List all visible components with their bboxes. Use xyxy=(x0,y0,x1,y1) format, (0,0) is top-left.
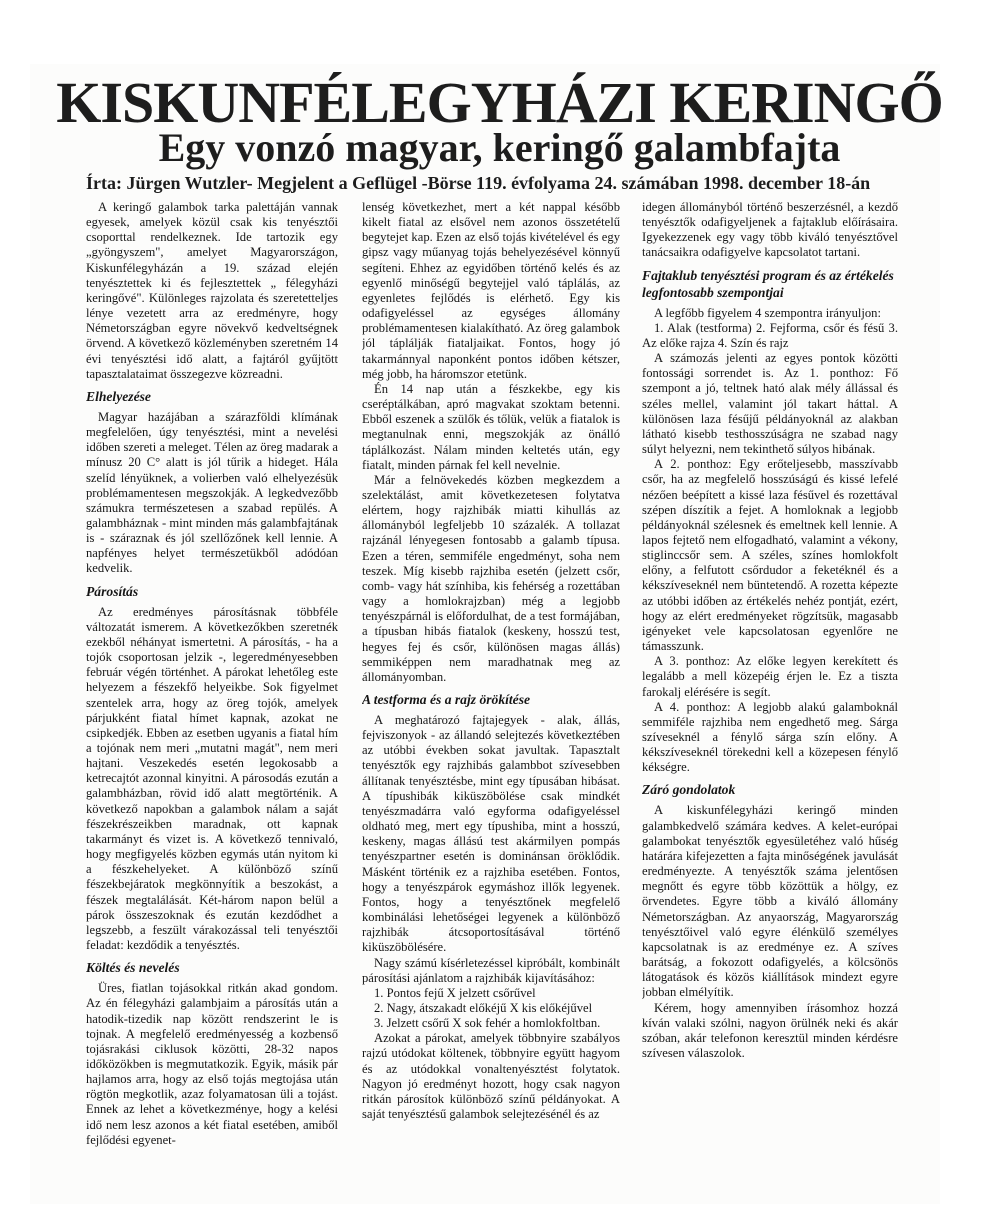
list-item: 3. Jelzett csőrű X sok fehér a homlokfoltban. xyxy=(374,1016,601,1031)
intro-paragraph: A keringő galambok tarka palettáján vannak egyesek, amelyek közül csak kis tenyésztői csoporttal rendelkeznek. Ide tartozik egy „gyöngyszem", amelyet Magyarországon, Kiskunfélegyházán a 19. század elején tenyésztettek ki és fejlesztettek „ félegyházi keringővé". Különleges rajzolata és szeretetteljes lénye vezetett arra az eredményre, hogy Németországban egyre növekvő kedveltségnek örvend. A következő közleményben szeretném 14 évi tenyésztési idő alatt, a fajtáról gyűjtött tapasztalataimat összegezve közreadni. xyxy=(86,200,338,381)
selection-paragraph: Már a felnövekedés közben megkezdem a szelektálást, amit következetesen folytatva elértem, hogy rajzhibák miatti kihullás az állományból legfeljebb 10 százalék. A tollazat rajzánál lényegesen fontosabb a galamb típusa. Ezen a téren, semmiféle engedményt, soha nem teszek. Míg kisebb rajzhiba esetén (jelzett csőr, comb- vagy hát színhiba, kis fehérség a rozettában vagy a homlokrajzban) még a legjobb tenyészpárnál is előfordulhat, de a test formájában, a típusban hibás fiatalok (keskeny, hosszú test, hegyes fej és csőr, különösen magas állás) semmiképpen nem maradhatnak meg az állományomban. xyxy=(362,472,620,684)
parositas-paragraph: Az eredményes párosításnak többféle változatát ismerem. A következőkben szeretnék ezekből néhányat ismertetni. A párosítás, - ha a tojók csoportosan jelzik -, legeredményesebben február végén történhet. A párokat lehetőleg este helyezem a fészekfő helyeikbe. Sok figyelmet szentelek arra, hogy az öreg tojók, amelyek párjukként fiatal hímet kapnak, azokat ne csipkedjék. Ebben az esetben ugyanis a fiatal hím a tojónak nem meri „mutatni magát", nem meri hajtani. Veszekedés esetén legokosabb a ketrecajtót azonnal kinyitni. A párosodás ezután a galambházban, rövid idő alatt megtörténik. A következő napokban a galambok nálam a saját fészekrészeikben maradnak, ott kapnak takarmányt és vizet is. A következő tennivaló, hogy megfigyelés közben egymás után nyitom ki a fészkehelyeket. A különböző színű fészekbejáratok megkönnyítik a beszokást, a fészek megtalálását. Két-három napon belül a párok összeszoknak és ezután kezdődhet a legszebb, a feszült várakozással teli tenyésztői feladat: kezdődik a tenyésztés. xyxy=(86,604,338,953)
list-item: 2. Nagy, átszakadt előkéjű X kis előkéjűvel xyxy=(374,1000,593,1015)
focus-paragraph: A legfőbb figyelem 4 szempontra irányuljon: xyxy=(654,305,881,320)
pairing-list xyxy=(362,986,620,1031)
pairing-intro-paragraph: Nagy számú kísérletezéssel kipróbált, kombinált párosítási ajánlatom a rajzhibák kijavításához: xyxy=(362,955,620,985)
line-breeding-paragraph: Azokat a párokat, amelyek többnyire szabályos rajzú utódokat költenek, többnyire együtt hagyom és az utódokkal vonaltenyésztést folytatok. Nagyon jó eredményt hozott, hogy csak nagyon ritkán párosítok különböző színű példányokat. A saját tenyésztésű galambok selejtezésénél és az xyxy=(362,1031,620,1122)
continued-paragraph: lenség következhet, mert a két nappal később kikelt fiatal az elsővel nem azonos összetételű begytejet kap. Ezen az első tojás kivételével és egy gipsz vagy műanyag tojás behelyezésével könnyű segíteni. Ehhez az egyidőben történő kelés és az egyenlő minőségű begytejjel való táplálás, az egyenletes fejlődés is elérhető. Egy kis odafigyeléssel az egységes állomány problémamentesen kialakítható. Az öreg galambok jól táplálják fiataljaikat. Fontos, hogy jó takarmánnyal naponként pontos időben kétszer, még jobb, ha háromszor etetünk. xyxy=(362,200,620,381)
article-title: KISKUNFÉLEGYHÁZI KERINGŐ xyxy=(56,70,943,135)
column-2 xyxy=(362,200,620,1195)
section-heading-fajtaklub: Fajtaklub tenyésztési program és az értékelés legfontosabb szempontjai xyxy=(642,267,894,300)
criteria-list: 1. Alak (testforma) 2. Fejforma, csőr és fésű 3. Az előke rajza 4. Szín és rajz xyxy=(642,320,898,350)
section-heading-zaro: Záró gondolatok xyxy=(642,782,736,798)
point-2-paragraph: A 2. ponthoz: Egy erőteljesebb, masszívabb csőr, ha az megfelelő hosszúságú és kissé lefelé nézően beépített a kissé laza fésűvel és rozettával szépen díszítik a fejet. A homloknak a legjobb példányoknál szélesnek és emeltnek kell lennie. A lapos fejtető nem elfogadható, valamint a vékony, stiglinccsőr sem. A széles, színes homlokfolt előny, a felfutott csőrdudor a feketéknél és a kékszíveseknél nem büntetendő. A rozetta képezte az utóbbi időben az értékelés nehéz pontját, ezért, hogy az elért eredményeket rögzítsük, magasabb igényeket vele kapcsolatosan egyenlőre ne támasszunk. xyxy=(642,457,898,654)
numbering-paragraph: A számozás jelenti az egyes pontok közötti fontossági sorrendet is. Az 1. ponthoz: Fő szempont a jó, teltnek ható alak mély állással és széles mellel, valamint jól takart háttal. A különösen laza fésűjű példányoknál az alakban látható kisebb testhosszúságra ne szabad nagy súlyt helyezni, nem tekinthető súlyos hibának. xyxy=(642,351,898,457)
article-subtitle: Egy vonzó magyar, keringő galambfajta xyxy=(158,125,841,170)
contact-paragraph: Kérem, hogy amennyiben írásomhoz hozzá kíván valaki szólni, nagyon örülnék neki és akár szóban, akár telefonon keresztül minden kérdésre szívesen válaszolok. xyxy=(642,1000,898,1060)
section-heading-koltes: Költés és nevelés xyxy=(86,960,180,976)
section-heading-elhelyezese: Elhelyezése xyxy=(86,388,151,404)
column-3 xyxy=(642,200,898,1195)
koltes-paragraph: Üres, fiatlan tojásokkal ritkán akad gondom. Az én félegyházi galambjaim a párosítás után a hatodik-tizedik nap között rendszerint le is tojnak. A megfelelő eredményesség a kozbenső tojásrakási ciklusok közötti, 28-32 napos időközökben is megmutatkozik. Egyik, másik pár hajlamos arra, hogy az első tojás megtojása után rögtön megkotlik, azaz folyamatosan üli a tojást. Ennek az lehet a következménye, hogy a kelési idő nem lesz azonos a két fiatal esetében, amiből fejlődési egyenet- xyxy=(86,981,338,1147)
point-4-paragraph: A 4. ponthoz: A legjobb alakú galamboknál semmiféle rajzhiba nem engedhető meg. Sárga szíveseknél a fénylő sárga szín előny. A kékszíveseknél törekedni kell a közepesen fénylő kékségre. xyxy=(642,699,898,775)
section-heading-parositas: Párosítás xyxy=(86,583,139,599)
column-1 xyxy=(86,200,338,1195)
section-heading-testforma: A testforma és a rajz örökítése xyxy=(362,692,531,707)
byline: Írta: Jürgen Wutzler- Megjelent a Geflügel -Börse 119. évfolyama 24. számában 1998. december 18-án xyxy=(86,173,871,193)
feeding-paragraph: Én 14 nap után a fészkekbe, egy kis cseréptálkában, apró magvakat szoktam betenni. Ebből eszenek a szülők és tőlük, velük a fiatalok is megtanulnak enni, megszokják az önálló táplálkozást. Nálam minden keltetés után, egy fiatalt, minden párnak fel kell nevelnie. xyxy=(362,381,620,472)
point-3-paragraph: A 3. ponthoz: Az előke legyen kerekített és legalább a mell közepéig érjen le. Ez a tiszta farokalj elérésére is segít. xyxy=(642,654,898,699)
closing-paragraph: A kiskunfélegyházi keringő minden galambkedvelő számára kedves. A kelet-európai galambokat tenyésztők egyesületéhez való hűség határára kifejezetten a fajta minőségének javulását eredményezte. A tenyésztők száma jelentősen megnőtt és egyre több közöttük a hölgy, ez örvendetes. Egyre több a kiváló állomány Németországban. Az anyaország, Magyarország tenyésztőivel való egyre élénkülő személyes kapcsolatnak is az eredménye ez. A szíves barátság, a fokozott odafigyelés, a kölcsönös látogatások és közös kiállítások mindezt egyre jobban elmélyítik. xyxy=(642,803,898,1000)
testforma-paragraph: A meghatározó fajtajegyek - alak, állás, fejviszonyok - az állandó selejtezés következtében az utóbbi években sokat javultak. Tapasztalt tenyésztők egy rajzhibás galambbot szívesebben állítanak tenyésztésbe, mint egy típusában hibásat. A típushibák kiküszöbölése csak mindkét tenyészmadárra való egyforma odafigyeléssel oldható meg, mert egy típushiba, mint a hosszú, keskeny, magas állású test akármilyen pompás tenyészpartner esetén is dominánsan öröklődik. Másként történik ez a rajzhiba esetében. Fontos, hogy a tenyészpárok egymáshoz illők legyenek. Fontos, hogy a tenyésztőnek megfelelő kombinálási lehetőségei legyenek a különböző rajzhibák átcsoportosításával történő kiküszöbölésére. xyxy=(362,713,620,955)
list-item: 1. Pontos fejű X jelzett csőrűvel xyxy=(374,985,536,1000)
continued-paragraph: idegen állományból történő beszerzésnél, a kezdő tenyésztők odafigyeljenek a fajtaklub előírásaira. Igyekezzenek egy vagy több kiváló tenyésztővel tanácsaikra odafigyelve kapcsolatot tartani. xyxy=(642,200,898,260)
elhelyezese-paragraph: Magyar hazájában a szárazföldi klímának megfelelően, úgy tenyésztési, mint a nevelési időben szereti a meleget. Télen az öreg madarak a mínusz 20 C° alatt is jól tűrik a hideget. Hála szelíd lényüknek, a volierben való elhelyezésük problémamentesen megszokják. A legkedvezőbb számukra természetesen a szabad repülés. A galambháznak - mint minden más galambfajtának is - száraznak és jól szellőzőnek kell lennie. A napfényes helyet természetükből adódóan kedvelik. xyxy=(86,409,338,576)
